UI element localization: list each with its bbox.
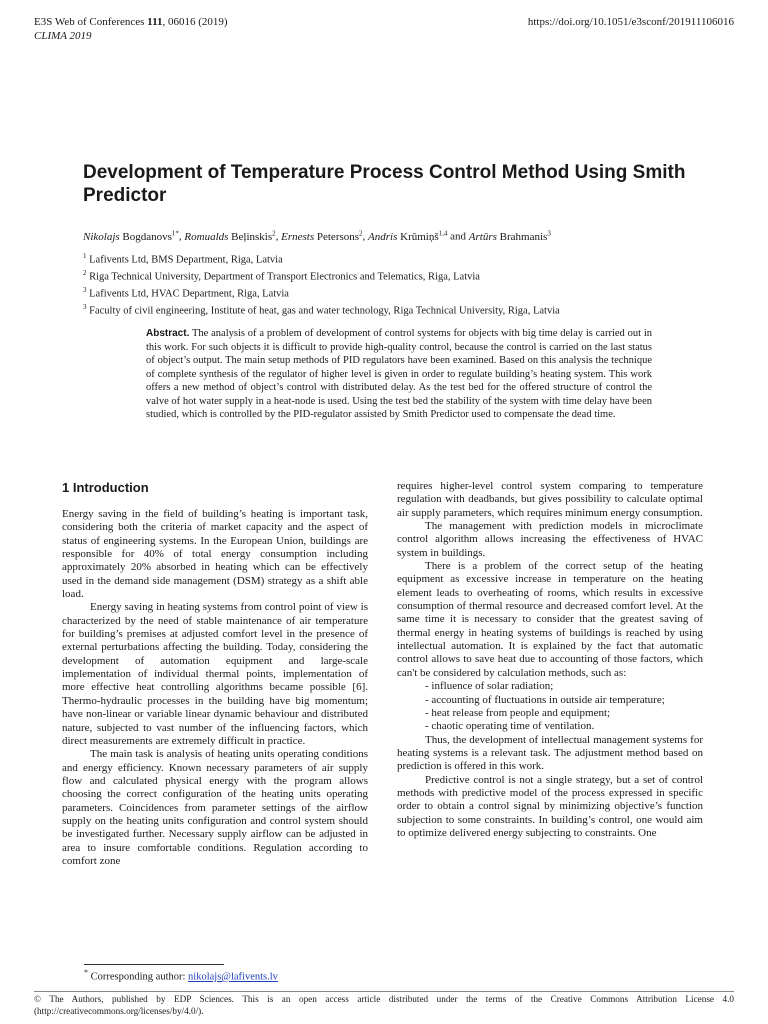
paragraph: The management with prediction models in microclimate control algorithm allows increasing the effectiveness of HVAC system in buildings.	[397, 520, 703, 559]
affiliation-item: $^1$ Lafivents Ltd, BMS Department, Riga, Latvia	[83, 252, 283, 266]
affiliation-item: $^3$ Faculty of civil engineering, Institute of heat, gas and water technology, Riga Technical University, Riga, Latvia	[83, 303, 560, 317]
section-heading: 1 Introduction	[62, 480, 149, 495]
paragraph: There is a problem of the correct setup of the heating equipment as excessive increase in temperature on the heating element leads to overheating of rooms, which results in excessive consumption of thermal resource and decreased comfort level. At the same time it is necessary to consider that the greatest saving of thermal energy in heating systems of buildings is reached by using intellectual automation. It is explained by the fact that automatic control allows to save heat due to accounting of those factors, which can't be considered by calculation methods, such as:	[397, 560, 703, 679]
license-notice: © The Authors, published by EDP Sciences. This is an open access article distributed under the terms of the Creative Commons Attribution License 4.0 (http://creativecommons.org/licenses/by/4.0/).	[34, 994, 734, 1016]
affiliation-item: $^3$ Lafivents Ltd, HVAC Department, Riga, Latvia	[83, 286, 289, 300]
abstract-label: Abstract.	[146, 328, 190, 339]
paragraph: Predictive control is not a single strategy, but a set of control methods with predictive model of the process expressed in specific order to obtain a control signal by minimizing objective’s function subjection to some constraints. In building’s control, one would aim to optimize delivered energy subjecting to constraints. One	[397, 773, 703, 839]
left-column	[62, 480, 368, 868]
footnote-divider	[84, 964, 224, 965]
list-item: - chaotic operating time of ventilation.	[425, 720, 595, 733]
conference-name: CLIMA 2019	[34, 30, 92, 42]
paragraph: The main task is analysis of heating units operating conditions and energy efficiency. Known necessary parameters of air supply flow and calculated physical energy with the program allows choosing the correct configuration of the heating units operating parameters. Coincidences from parameter settings of the airflow supply on the heating units configuration and control system should be investigated further. Necessary supply airflow can be adjusted in area to insure comfortable conditions. Regulation according to comfort zone	[62, 748, 368, 867]
doi-link[interactable]: https://doi.org/10.1051/e3sconf/201911106016	[527, 16, 734, 28]
abstract	[146, 327, 652, 422]
author-3: Ernests Petersons$^2$	[281, 229, 363, 243]
right-column	[397, 480, 703, 840]
affiliation-list	[83, 250, 723, 318]
affiliation-item: $^2$ Riga Technical University, Department of Transport Electronics and Telematics, Riga, Latvia	[83, 269, 480, 283]
license-divider	[34, 991, 734, 992]
journal-volume: 111	[147, 16, 163, 28]
paragraph: Energy saving in heating systems from control point of view is characterized by the need of stable maintenance of air temperature for building’s premises at adjusted comfort level in the presence of external perturbations affecting the building. Today, considering the development of automation equipment and large-scale implementation of individual thermal points, implementation of more effective heat controlling algorithms became possible [6]. Thermo-hydraulic processes in the building have big momentum; have non-linear or variable linear dynamic behaviour and distributed nature, subjected to vast number of the influencing factors, which direct measurements are extremely difficult in practice.	[62, 601, 368, 747]
author-list: Nikolajs Bogdanovs$^{1*}$, Romualds Beļinskis$^2$, Ernests Petersons$^2$, Andris Krūmiņš$^{1,4}$ and Artūrs Brahmanis$^3$	[83, 229, 551, 243]
list-item: - heat release from people and equipment;	[425, 706, 611, 719]
author-2: Romualds Beļinskis$^2$	[184, 229, 276, 243]
paragraph: Thus, the development of intellectual management systems for heating systems is a relevant task. The adjustment method based on prediction is offered in this work.	[397, 733, 703, 773]
journal-name: E3S Web of Conferences	[34, 16, 148, 28]
paper-title: Development of Temperature Process Control Method Using Smith Predictor	[83, 162, 686, 206]
list-item: - accounting of fluctuations in outside air temperature;	[425, 693, 665, 706]
author-5: Artūrs Brahmanis$^3$	[468, 229, 551, 243]
author-email-link[interactable]: nikolajs@lafivents.lv	[188, 971, 278, 983]
running-header-citation	[34, 15, 228, 43]
corresponding-author-footnote: * Corresponding author: nikolajs@lafivents.lv	[84, 968, 278, 983]
author-4: Andris Krūmiņš$^{1,4}$	[368, 229, 448, 243]
abstract-text: The analysis of a problem of development of control systems for objects with big time delay is carried out in this work. For such objects it is difficult to provide high-quality control, because the control is carried on the last status of object’s output. The main setup methods of PID regulators have been examined. Based on this analysis the technique of complete synthesis of the regulator of higher level is given in order to regulate building’s heating system. This work offers a new method of object’s control with distributed delay. As the test bed for the offered structure of control the valve of hot water supply in a heat-node is used. Using the test bed the stability of the system with time delay have been studied, which is controlled by the PID-regulator assisted by Smith Predictor used to compensate the dead time.	[146, 328, 652, 420]
list-item: - influence of solar radiation;	[425, 680, 554, 693]
paragraph: Energy saving in the field of building’s heating is important task, considering both the criteria of market capacity and the aspect of status of engineering systems. In the European Union, buildings are responsible for 40% of total energy consumption including approximately 20% absorbed in heating which can be effectively used in the demand side management (DSM) strategy as a shift able load.	[62, 508, 368, 601]
paragraph: requires higher-level control system comparing to temperature regulation with deadbands, but gives possibility to calculate optimal air supply parameters, which requires minimum energy consumption.	[397, 480, 703, 519]
article-number: , 06016 (2019)	[162, 16, 228, 28]
author-1: Nikolajs Bogdanovs$^{1*}$	[83, 229, 179, 243]
